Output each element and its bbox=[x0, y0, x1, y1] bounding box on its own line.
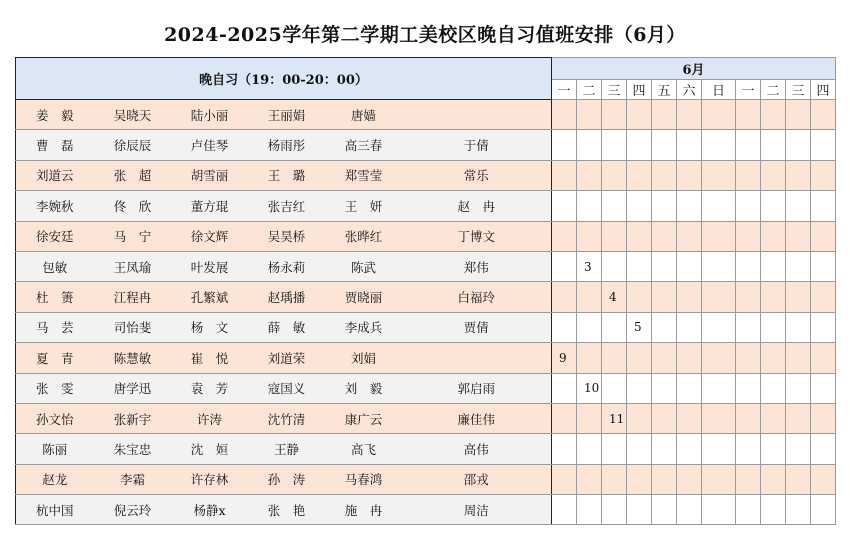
duty-day-cell bbox=[652, 373, 677, 403]
duty-day-cell bbox=[577, 221, 602, 251]
staff-name-cell: 孙文怡 bbox=[16, 403, 94, 433]
duty-day-cell: 3 bbox=[577, 251, 602, 281]
duty-day-cell: 5 bbox=[627, 312, 652, 342]
staff-name-cell: 唐嫱 bbox=[326, 100, 402, 130]
staff-name-cell: 施 冉 bbox=[326, 495, 402, 525]
duty-day-cell bbox=[761, 130, 786, 160]
staff-name-cell: 张 艳 bbox=[248, 495, 326, 525]
duty-day-cell bbox=[652, 251, 677, 281]
duty-day-cell bbox=[602, 130, 627, 160]
duty-day-cell bbox=[736, 282, 761, 312]
staff-name-cell: 陈武 bbox=[326, 251, 402, 281]
duty-day-cell bbox=[652, 221, 677, 251]
staff-name-cell: 赵 冉 bbox=[402, 191, 552, 221]
staff-name-cell: 寇国义 bbox=[248, 373, 326, 403]
duty-day-cell bbox=[736, 100, 761, 130]
duty-day-cell bbox=[811, 373, 836, 403]
staff-name-cell: 唐学迅 bbox=[94, 373, 172, 403]
duty-day-cell bbox=[786, 464, 811, 494]
duty-day-cell bbox=[552, 191, 577, 221]
duty-day-cell bbox=[577, 130, 602, 160]
staff-name-cell: 高飞 bbox=[326, 434, 402, 464]
duty-day-cell bbox=[652, 343, 677, 373]
staff-name-cell: 李成兵 bbox=[326, 312, 402, 342]
staff-name-cell: 董方琨 bbox=[172, 191, 248, 221]
duty-day-cell bbox=[602, 495, 627, 525]
duty-day-cell bbox=[627, 130, 652, 160]
duty-day-cell bbox=[677, 221, 702, 251]
staff-name-cell: 杨静x bbox=[172, 495, 248, 525]
duty-day-cell bbox=[627, 100, 652, 130]
staff-name-cell: 徐安廷 bbox=[16, 221, 94, 251]
duty-day-cell bbox=[702, 130, 736, 160]
duty-day-cell bbox=[627, 343, 652, 373]
duty-day-cell bbox=[677, 160, 702, 190]
staff-name-cell: 郭启雨 bbox=[402, 373, 552, 403]
duty-day-cell bbox=[761, 312, 786, 342]
duty-day-cell bbox=[577, 312, 602, 342]
duty-day-cell bbox=[786, 160, 811, 190]
weekday-header: 一 bbox=[736, 80, 761, 100]
staff-name-cell: 薛 敏 bbox=[248, 312, 326, 342]
duty-day-cell bbox=[786, 221, 811, 251]
weekday-header: 三 bbox=[786, 80, 811, 100]
session-header: 晚自习（19：00-20：00） bbox=[16, 58, 552, 100]
table-row bbox=[16, 191, 836, 221]
duty-day-cell bbox=[786, 282, 811, 312]
duty-day-cell bbox=[652, 191, 677, 221]
staff-name-cell: 马春鸿 bbox=[326, 464, 402, 494]
table-row bbox=[16, 495, 836, 525]
staff-name-cell: 刘 毅 bbox=[326, 373, 402, 403]
staff-name-cell: 吴晓天 bbox=[94, 100, 172, 130]
table-row bbox=[16, 373, 836, 403]
duty-day-cell bbox=[677, 191, 702, 221]
table-row bbox=[16, 312, 836, 342]
staff-name-cell: 邵戎 bbox=[402, 464, 552, 494]
duty-day-cell bbox=[627, 495, 652, 525]
duty-day-cell bbox=[811, 464, 836, 494]
staff-name-cell: 崔 悦 bbox=[172, 343, 248, 373]
duty-day-cell bbox=[736, 434, 761, 464]
duty-day-cell bbox=[761, 343, 786, 373]
table-row bbox=[16, 343, 836, 373]
duty-day-cell bbox=[627, 160, 652, 190]
duty-day-cell bbox=[736, 464, 761, 494]
staff-name-cell: 曹 磊 bbox=[16, 130, 94, 160]
staff-name-cell: 杭中国 bbox=[16, 495, 94, 525]
duty-day-cell bbox=[577, 403, 602, 433]
duty-day-cell bbox=[552, 464, 577, 494]
duty-day-cell bbox=[577, 191, 602, 221]
staff-name-cell: 包敏 bbox=[16, 251, 94, 281]
table-row bbox=[16, 160, 836, 190]
staff-name-cell: 张新宇 bbox=[94, 403, 172, 433]
staff-name-cell: 张晔红 bbox=[326, 221, 402, 251]
staff-name-cell: 吴昊桥 bbox=[248, 221, 326, 251]
duty-day-cell bbox=[811, 100, 836, 130]
duty-day-cell bbox=[652, 312, 677, 342]
weekday-header: 一 bbox=[552, 80, 577, 100]
month-header: 6月 bbox=[552, 58, 836, 80]
weekday-header: 四 bbox=[627, 80, 652, 100]
duty-day-cell bbox=[677, 495, 702, 525]
duty-day-cell bbox=[736, 221, 761, 251]
duty-day-cell bbox=[652, 100, 677, 130]
weekday-header: 日 bbox=[702, 80, 736, 100]
duty-day-cell bbox=[577, 464, 602, 494]
duty-day-cell bbox=[677, 282, 702, 312]
staff-name-cell: 孔繁斌 bbox=[172, 282, 248, 312]
duty-day-cell bbox=[627, 403, 652, 433]
staff-name-cell: 刘娟 bbox=[326, 343, 402, 373]
duty-day-cell bbox=[786, 191, 811, 221]
duty-day-cell bbox=[811, 312, 836, 342]
duty-day-cell bbox=[702, 373, 736, 403]
duty-day-cell bbox=[786, 403, 811, 433]
duty-day-cell bbox=[627, 373, 652, 403]
staff-name-cell: 叶发展 bbox=[172, 251, 248, 281]
staff-name-cell: 王静 bbox=[248, 434, 326, 464]
table-row bbox=[16, 464, 836, 494]
staff-name-cell: 朱宝忠 bbox=[94, 434, 172, 464]
duty-day-cell bbox=[702, 464, 736, 494]
duty-day-cell bbox=[811, 130, 836, 160]
duty-day-cell bbox=[677, 130, 702, 160]
duty-day-cell bbox=[602, 434, 627, 464]
duty-day-cell bbox=[652, 434, 677, 464]
weekday-header: 二 bbox=[577, 80, 602, 100]
duty-day-cell bbox=[736, 251, 761, 281]
duty-day-cell bbox=[627, 282, 652, 312]
staff-name-cell: 陆小丽 bbox=[172, 100, 248, 130]
duty-day-cell bbox=[652, 403, 677, 433]
duty-day-cell bbox=[786, 251, 811, 281]
duty-day-cell bbox=[677, 100, 702, 130]
staff-name-cell: 杨 文 bbox=[172, 312, 248, 342]
duty-day-cell bbox=[652, 282, 677, 312]
duty-day-cell bbox=[552, 282, 577, 312]
staff-name-cell: 王 璐 bbox=[248, 160, 326, 190]
duty-day-cell bbox=[602, 373, 627, 403]
duty-day-cell bbox=[677, 434, 702, 464]
staff-name-cell: 许存林 bbox=[172, 464, 248, 494]
duty-day-cell bbox=[552, 100, 577, 130]
duty-day-cell bbox=[677, 251, 702, 281]
staff-name-cell: 姜 毅 bbox=[16, 100, 94, 130]
staff-name-cell: 沈 姮 bbox=[172, 434, 248, 464]
staff-name-cell: 陈慧敏 bbox=[94, 343, 172, 373]
staff-name-cell: 陈丽 bbox=[16, 434, 94, 464]
duty-day-cell bbox=[736, 403, 761, 433]
weekday-header: 二 bbox=[761, 80, 786, 100]
duty-day-cell bbox=[627, 191, 652, 221]
duty-day-cell bbox=[627, 464, 652, 494]
staff-name-cell: 徐文辉 bbox=[172, 221, 248, 251]
table-row bbox=[16, 130, 836, 160]
staff-name-cell: 张吉红 bbox=[248, 191, 326, 221]
header-row-month bbox=[16, 58, 836, 80]
staff-name-cell: 司怡斐 bbox=[94, 312, 172, 342]
weekday-header: 四 bbox=[811, 80, 836, 100]
duty-day-cell bbox=[761, 434, 786, 464]
duty-day-cell bbox=[652, 495, 677, 525]
staff-name-cell: 孙 涛 bbox=[248, 464, 326, 494]
staff-name-cell: 张 超 bbox=[94, 160, 172, 190]
staff-name-cell: 王凤瑜 bbox=[94, 251, 172, 281]
staff-name-cell: 周洁 bbox=[402, 495, 552, 525]
duty-day-cell bbox=[786, 434, 811, 464]
duty-day-cell bbox=[702, 160, 736, 190]
staff-name-cell: 郑雪莹 bbox=[326, 160, 402, 190]
duty-day-cell bbox=[702, 221, 736, 251]
duty-day-cell bbox=[552, 312, 577, 342]
duty-day-cell bbox=[811, 403, 836, 433]
weekday-header: 五 bbox=[652, 80, 677, 100]
staff-name-cell: 丁博文 bbox=[402, 221, 552, 251]
staff-name-cell: 李婉秋 bbox=[16, 191, 94, 221]
duty-day-cell bbox=[761, 373, 786, 403]
duty-day-cell bbox=[702, 403, 736, 433]
duty-day-cell: 10 bbox=[577, 373, 602, 403]
duty-day-cell bbox=[627, 251, 652, 281]
duty-day-cell bbox=[702, 282, 736, 312]
staff-name-cell: 卢佳琴 bbox=[172, 130, 248, 160]
staff-name-cell: 刘道云 bbox=[16, 160, 94, 190]
duty-day-cell bbox=[702, 343, 736, 373]
staff-name-cell: 袁 芳 bbox=[172, 373, 248, 403]
duty-day-cell bbox=[702, 191, 736, 221]
duty-day-cell bbox=[677, 343, 702, 373]
duty-day-cell bbox=[602, 160, 627, 190]
duty-day-cell: 11 bbox=[602, 403, 627, 433]
duty-day-cell bbox=[652, 464, 677, 494]
duty-day-cell bbox=[702, 434, 736, 464]
staff-name-cell: 夏 青 bbox=[16, 343, 94, 373]
duty-day-cell bbox=[811, 251, 836, 281]
staff-name-cell: 马 宁 bbox=[94, 221, 172, 251]
staff-name-cell: 廉佳伟 bbox=[402, 403, 552, 433]
duty-day-cell bbox=[811, 282, 836, 312]
duty-day-cell bbox=[761, 495, 786, 525]
duty-day-cell bbox=[736, 373, 761, 403]
duty-day-cell bbox=[552, 160, 577, 190]
staff-name-cell: 王 妍 bbox=[326, 191, 402, 221]
table-row bbox=[16, 282, 836, 312]
duty-day-cell bbox=[811, 434, 836, 464]
staff-name-cell: 于倩 bbox=[402, 130, 552, 160]
duty-day-cell bbox=[602, 191, 627, 221]
duty-day-cell bbox=[786, 343, 811, 373]
duty-day-cell bbox=[736, 191, 761, 221]
staff-name-cell: 胡雪丽 bbox=[172, 160, 248, 190]
duty-day-cell bbox=[602, 251, 627, 281]
staff-name-cell: 许涛 bbox=[172, 403, 248, 433]
duty-day-cell bbox=[761, 403, 786, 433]
duty-day-cell bbox=[602, 221, 627, 251]
table-row bbox=[16, 434, 836, 464]
duty-day-cell bbox=[786, 312, 811, 342]
page-title: 2024-2025学年第二学期工美校区晚自习值班安排（6月） bbox=[164, 24, 686, 46]
staff-name-cell: 贾晓丽 bbox=[326, 282, 402, 312]
staff-name-cell bbox=[402, 343, 552, 373]
staff-name-cell: 常乐 bbox=[402, 160, 552, 190]
staff-name-cell: 贾倩 bbox=[402, 312, 552, 342]
duty-day-cell bbox=[602, 343, 627, 373]
duty-day-cell: 4 bbox=[602, 282, 627, 312]
duty-day-cell bbox=[811, 343, 836, 373]
duty-day-cell bbox=[602, 100, 627, 130]
duty-day-cell bbox=[577, 343, 602, 373]
staff-name-cell: 白福玲 bbox=[402, 282, 552, 312]
duty-day-cell bbox=[577, 160, 602, 190]
duty-day-cell bbox=[552, 130, 577, 160]
duty-day-cell bbox=[736, 343, 761, 373]
duty-day-cell bbox=[736, 495, 761, 525]
duty-day-cell bbox=[811, 191, 836, 221]
duty-day-cell bbox=[602, 312, 627, 342]
duty-day-cell bbox=[702, 100, 736, 130]
duty-day-cell bbox=[702, 251, 736, 281]
staff-name-cell: 赵瑀播 bbox=[248, 282, 326, 312]
duty-day-cell bbox=[577, 434, 602, 464]
table-row bbox=[16, 403, 836, 433]
staff-name-cell: 徐辰辰 bbox=[94, 130, 172, 160]
duty-day-cell bbox=[761, 251, 786, 281]
duty-day-cell bbox=[761, 160, 786, 190]
staff-name-cell: 马 芸 bbox=[16, 312, 94, 342]
duty-day-cell bbox=[736, 160, 761, 190]
duty-day-cell bbox=[552, 373, 577, 403]
duty-day-cell bbox=[761, 282, 786, 312]
duty-day-cell bbox=[602, 464, 627, 494]
duty-day-cell bbox=[552, 403, 577, 433]
duty-day-cell bbox=[552, 251, 577, 281]
duty-day-cell bbox=[577, 100, 602, 130]
duty-day-cell bbox=[736, 312, 761, 342]
duty-day-cell bbox=[552, 434, 577, 464]
duty-day-cell bbox=[702, 312, 736, 342]
duty-day-cell bbox=[786, 495, 811, 525]
duty-day-cell bbox=[577, 282, 602, 312]
staff-name-cell: 刘道荣 bbox=[248, 343, 326, 373]
duty-day-cell bbox=[786, 100, 811, 130]
staff-name-cell: 杨永莉 bbox=[248, 251, 326, 281]
staff-name-cell: 江程冉 bbox=[94, 282, 172, 312]
staff-name-cell: 郑伟 bbox=[402, 251, 552, 281]
duty-day-cell bbox=[761, 221, 786, 251]
duty-day-cell bbox=[677, 464, 702, 494]
duty-day-cell bbox=[652, 160, 677, 190]
duty-schedule-table bbox=[15, 57, 836, 525]
staff-name-cell: 康广云 bbox=[326, 403, 402, 433]
staff-name-cell: 倪云玲 bbox=[94, 495, 172, 525]
staff-name-cell: 高伟 bbox=[402, 434, 552, 464]
weekday-header: 六 bbox=[677, 80, 702, 100]
staff-name-cell: 张 雯 bbox=[16, 373, 94, 403]
duty-day-cell bbox=[627, 434, 652, 464]
duty-day-cell bbox=[702, 495, 736, 525]
table-row bbox=[16, 251, 836, 281]
duty-day-cell: 9 bbox=[552, 343, 577, 373]
staff-name-cell: 佟 欣 bbox=[94, 191, 172, 221]
table-row bbox=[16, 100, 836, 130]
duty-day-cell bbox=[811, 160, 836, 190]
duty-day-cell bbox=[552, 495, 577, 525]
staff-name-cell: 赵龙 bbox=[16, 464, 94, 494]
duty-day-cell bbox=[736, 130, 761, 160]
duty-day-cell bbox=[811, 495, 836, 525]
duty-day-cell bbox=[677, 373, 702, 403]
staff-name-cell: 高三春 bbox=[326, 130, 402, 160]
duty-day-cell bbox=[652, 130, 677, 160]
duty-day-cell bbox=[552, 221, 577, 251]
staff-name-cell: 沈竹清 bbox=[248, 403, 326, 433]
staff-name-cell: 杨雨彤 bbox=[248, 130, 326, 160]
table-row bbox=[16, 221, 836, 251]
duty-day-cell bbox=[677, 403, 702, 433]
duty-day-cell bbox=[677, 312, 702, 342]
staff-name-cell: 李霜 bbox=[94, 464, 172, 494]
duty-day-cell bbox=[761, 191, 786, 221]
duty-day-cell bbox=[811, 221, 836, 251]
duty-day-cell bbox=[627, 221, 652, 251]
duty-day-cell bbox=[761, 100, 786, 130]
staff-name-cell: 王丽娟 bbox=[248, 100, 326, 130]
duty-day-cell bbox=[786, 130, 811, 160]
duty-day-cell bbox=[761, 464, 786, 494]
weekday-header: 三 bbox=[602, 80, 627, 100]
staff-name-cell: 杜 箦 bbox=[16, 282, 94, 312]
duty-day-cell bbox=[577, 495, 602, 525]
duty-day-cell bbox=[786, 373, 811, 403]
staff-name-cell bbox=[402, 100, 552, 130]
